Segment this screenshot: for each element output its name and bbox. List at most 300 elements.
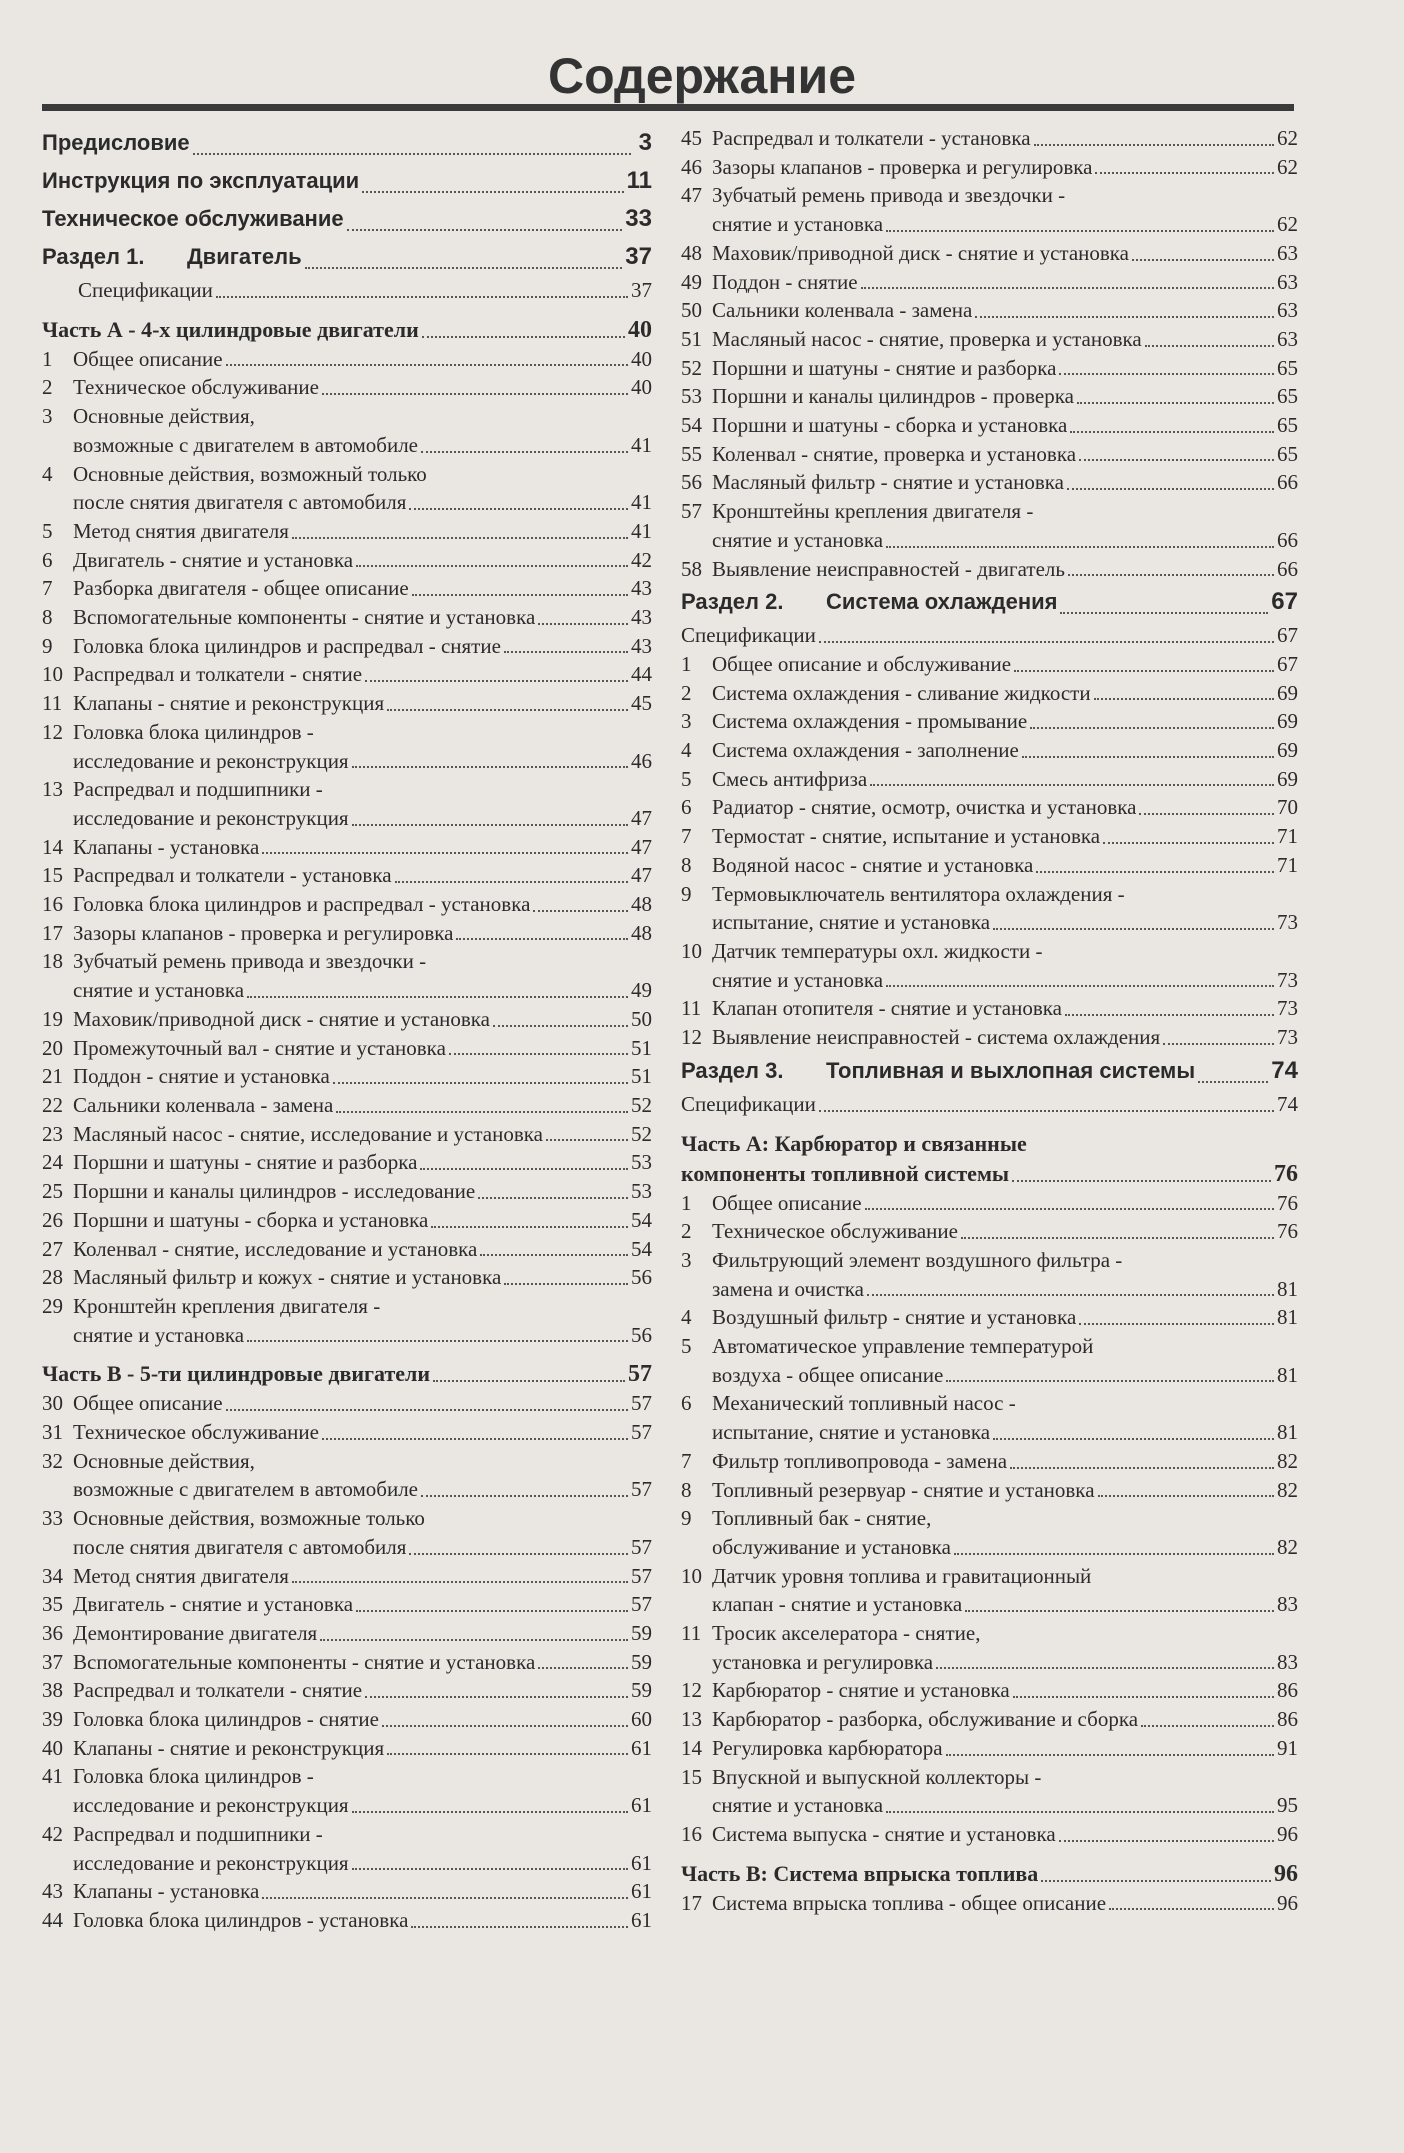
dot-leader	[538, 1667, 628, 1669]
toc-entry[interactable]	[681, 1023, 1298, 1052]
page-number: 43	[631, 576, 652, 601]
entry-number: 33	[42, 1506, 63, 1531]
entry-number: 6	[681, 1391, 692, 1416]
entry-label: Вспомогательные компоненты - снятие и установка	[73, 1649, 536, 1674]
entry-number: 15	[42, 863, 63, 888]
entry-label: Распредвал и толкатели - установка	[73, 863, 392, 888]
toc-entry[interactable]	[681, 153, 1298, 182]
toc-entry[interactable]	[681, 1791, 1298, 1820]
entry-number: 36	[42, 1620, 63, 1645]
toc-entry[interactable]	[42, 1062, 652, 1091]
toc-entry[interactable]	[42, 689, 652, 718]
page-number: 67	[1271, 588, 1298, 616]
entry-label: снятие и установка	[712, 527, 884, 552]
section-number: Раздел 2.	[681, 589, 784, 615]
page-number: 43	[631, 605, 652, 630]
entry-number: 11	[681, 1621, 702, 1646]
toc-entry[interactable]	[42, 804, 652, 833]
page-number: 37	[631, 278, 652, 302]
page-number: 48	[631, 920, 652, 945]
toc-entry[interactable]	[681, 679, 1298, 708]
entry-label: Промежуточный вал - снятие и установка	[73, 1035, 446, 1060]
entry-number: 54	[681, 413, 702, 438]
entry-number: 10	[42, 662, 63, 687]
toc-entry[interactable]	[42, 1906, 652, 1935]
toc-entry[interactable]	[681, 210, 1298, 239]
page-number: 54	[631, 1236, 652, 1261]
entry-number: 41	[42, 1764, 63, 1789]
toc-entry[interactable]	[681, 1332, 1298, 1361]
toc-entry[interactable]	[42, 276, 652, 305]
dot-leader	[1067, 488, 1274, 490]
toc-entry[interactable]	[681, 880, 1298, 909]
entry-number: 3	[681, 1247, 692, 1272]
entry-number: 2	[681, 1219, 692, 1244]
dot-leader	[1070, 431, 1274, 433]
entry-number: 16	[681, 1821, 702, 1846]
page-number: 60	[631, 1707, 652, 1732]
entry-number: 26	[42, 1207, 63, 1232]
entry-label: Часть А: Карбюратор и связанные	[681, 1130, 1027, 1156]
toc-entry[interactable]	[681, 1763, 1298, 1792]
toc-entry[interactable]	[681, 707, 1298, 736]
page-number: 11	[626, 167, 652, 194]
entry-label: Топливная и выхлопная системы	[826, 1057, 1196, 1083]
entry-number: 12	[681, 1025, 702, 1050]
entry-label: Техническое обслуживание	[712, 1219, 958, 1244]
toc-entry[interactable]	[42, 833, 652, 862]
page-number: 33	[625, 205, 652, 232]
toc-part[interactable]	[681, 1159, 1298, 1189]
toc-entry[interactable]	[42, 574, 652, 603]
entry-number: 1	[42, 346, 53, 371]
toc-entry[interactable]	[681, 994, 1298, 1023]
entry-label: Система охлаждения - сливание жидкости	[712, 680, 1091, 705]
toc-entry[interactable]	[42, 1849, 652, 1878]
toc-entry[interactable]	[42, 603, 652, 632]
page-number: 81	[1277, 1420, 1298, 1445]
entry-number: 28	[42, 1265, 63, 1290]
entry-label: Термостат - снятие, испытание и установка	[712, 824, 1101, 849]
toc-section[interactable]	[681, 1052, 1298, 1090]
page-number: 56	[631, 1265, 652, 1290]
dot-leader	[226, 364, 628, 366]
dot-leader	[1132, 259, 1274, 261]
dot-leader	[886, 985, 1274, 987]
toc-entry[interactable]	[681, 497, 1298, 526]
entry-number: 18	[42, 949, 63, 974]
entry-number: 19	[42, 1006, 63, 1031]
entry-number: 22	[42, 1092, 63, 1117]
toc-entry[interactable]	[42, 747, 652, 776]
entry-number: 53	[681, 384, 702, 409]
entry-number: 29	[42, 1293, 63, 1318]
page-number: 57	[631, 1391, 652, 1416]
toc-entry[interactable]	[42, 1619, 652, 1648]
dot-leader	[965, 1610, 1274, 1612]
toc-entry[interactable]	[42, 546, 652, 575]
entry-number: 5	[681, 766, 692, 791]
entry-number: 30	[42, 1391, 63, 1416]
toc-entry[interactable]	[681, 1590, 1298, 1619]
toc-entry[interactable]	[681, 555, 1298, 584]
page-number: 40	[628, 316, 652, 343]
toc-entry[interactable]	[681, 526, 1298, 555]
entry-label: Зубчатый ремень привода и звездочки -	[712, 183, 1066, 208]
entry-label: Система охлаждения - промывание	[712, 709, 1028, 734]
page-number: 71	[1277, 852, 1298, 877]
entry-label: Зубчатый ремень привода и звездочки -	[73, 949, 427, 974]
toc-entry[interactable]	[681, 239, 1298, 268]
toc-entry[interactable]	[42, 1235, 652, 1264]
entry-label: воздуха - общее описание	[712, 1362, 944, 1387]
toc-entry[interactable]	[681, 1447, 1298, 1476]
page-number: 59	[631, 1620, 652, 1645]
dot-leader	[1010, 1467, 1274, 1469]
toc-part[interactable]	[42, 1359, 652, 1389]
toc-entry[interactable]	[681, 1619, 1298, 1648]
toc-entry[interactable]	[681, 1705, 1298, 1734]
page-number: 82	[1277, 1448, 1298, 1473]
entry-label: Карбюратор - разборка, обслуживание и сборка	[712, 1707, 1139, 1732]
entry-label: исследование и реконструкция	[73, 1850, 349, 1875]
toc-entry[interactable]	[681, 1275, 1298, 1304]
page-number: 76	[1277, 1219, 1298, 1244]
toc-entry[interactable]	[42, 1475, 652, 1504]
toc-entry[interactable]	[42, 517, 652, 546]
entry-number: 9	[681, 1506, 692, 1531]
toc-entry[interactable]	[681, 1418, 1298, 1447]
toc-entry[interactable]	[42, 1418, 652, 1447]
entry-label: Спецификации	[681, 623, 816, 648]
toc-entry[interactable]	[681, 411, 1298, 440]
dot-leader	[886, 230, 1274, 232]
entry-label: установка и регулировка	[712, 1649, 934, 1674]
dot-leader	[247, 996, 628, 998]
page-number: 43	[631, 633, 652, 658]
entry-label: Автоматическое управление температурой	[712, 1334, 1094, 1359]
toc-section[interactable]	[681, 583, 1298, 621]
dot-leader	[449, 1053, 628, 1055]
page-number: 50	[631, 1006, 652, 1031]
entry-label: Предисловие	[42, 130, 190, 155]
toc-entry[interactable]	[681, 793, 1298, 822]
entry-number: 16	[42, 892, 63, 917]
page-number: 69	[1277, 709, 1298, 734]
toc-entry[interactable]	[42, 1877, 652, 1906]
toc-entry[interactable]	[681, 181, 1298, 210]
toc-entry[interactable]	[681, 1676, 1298, 1705]
toc-entry[interactable]	[42, 1762, 652, 1791]
entry-label: Разборка двигателя - общее описание	[73, 576, 409, 601]
entry-number: 7	[42, 576, 53, 601]
page-number: 62	[1277, 212, 1298, 237]
toc-entry[interactable]	[681, 1562, 1298, 1591]
entry-label: Тросик акселератора - снятие,	[712, 1621, 981, 1646]
toc-entry[interactable]	[42, 947, 652, 976]
entry-number: 46	[681, 154, 702, 179]
toc-entry[interactable]	[681, 1504, 1298, 1533]
dot-leader	[538, 623, 628, 625]
entry-label: Клапаны - установка	[73, 1879, 260, 1904]
toc-entry[interactable]	[42, 124, 652, 162]
toc-section[interactable]	[42, 238, 652, 276]
page-number: 54	[631, 1207, 652, 1232]
dot-leader	[362, 191, 623, 193]
dot-leader	[409, 1553, 628, 1555]
page-number: 66	[1277, 527, 1298, 552]
toc-entry[interactable]	[681, 966, 1298, 995]
toc-entry[interactable]	[42, 632, 652, 661]
entry-number: 13	[42, 777, 63, 802]
entry-label: Вспомогательные компоненты - снятие и установка	[73, 605, 536, 630]
toc-entry[interactable]	[681, 765, 1298, 794]
toc-entry[interactable]	[42, 1820, 652, 1849]
page-number: 45	[631, 691, 652, 716]
entry-number: 4	[681, 1305, 692, 1330]
entry-number: 56	[681, 470, 702, 495]
dot-leader	[422, 336, 625, 338]
toc-entry[interactable]	[681, 354, 1298, 383]
toc-entry[interactable]	[42, 1206, 652, 1235]
page-number: 86	[1277, 1707, 1298, 1732]
entry-label: Система охлаждения	[826, 589, 1058, 615]
page-number: 41	[631, 518, 652, 543]
dot-leader	[1012, 1180, 1271, 1182]
toc-part[interactable]	[681, 1859, 1298, 1889]
page-number: 74	[1277, 1091, 1298, 1116]
entry-number: 11	[681, 996, 702, 1021]
toc-entry[interactable]	[681, 1476, 1298, 1505]
toc-entry[interactable]	[681, 1217, 1298, 1246]
toc-entry[interactable]	[42, 718, 652, 747]
toc-entry[interactable]	[681, 1533, 1298, 1562]
entry-label: снятие и установка	[73, 978, 245, 1003]
dot-leader	[946, 1754, 1274, 1756]
toc-entry[interactable]	[681, 1361, 1298, 1390]
entry-label: Основные действия, возможный только	[73, 461, 427, 486]
entry-label: Масляный фильтр - снятие и установка	[712, 470, 1064, 495]
entry-number: 9	[681, 881, 692, 906]
entry-number: 9	[42, 633, 53, 658]
page-number: 61	[631, 1793, 652, 1818]
toc-part[interactable]	[42, 315, 652, 345]
toc-entry[interactable]	[42, 1034, 652, 1063]
page-number: 57	[631, 1563, 652, 1588]
entry-number: 43	[42, 1879, 63, 1904]
toc-entry[interactable]	[42, 919, 652, 948]
toc-entry[interactable]	[681, 908, 1298, 937]
dot-leader	[411, 1926, 628, 1928]
toc-entry[interactable]	[42, 162, 652, 200]
toc-entry[interactable]	[42, 976, 652, 1005]
entry-label: Поршни и каналы цилиндров - проверка	[712, 384, 1074, 409]
toc-column-right	[681, 124, 1298, 1917]
page-number: 42	[631, 547, 652, 572]
toc-entry[interactable]	[42, 345, 652, 374]
toc-entry[interactable]	[42, 488, 652, 517]
entry-number: 10	[681, 1563, 702, 1588]
toc-entry[interactable]	[681, 1246, 1298, 1275]
page-number: 59	[631, 1678, 652, 1703]
entry-number: 6	[681, 795, 692, 820]
toc-entry[interactable]	[42, 1005, 652, 1034]
toc-entry[interactable]	[42, 1734, 652, 1763]
page-number: 66	[1277, 470, 1298, 495]
toc-entry[interactable]	[42, 1590, 652, 1619]
dot-leader	[409, 508, 628, 510]
toc-entry[interactable]	[681, 1303, 1298, 1332]
entry-label: Смесь антифриза	[712, 766, 868, 791]
toc-entry[interactable]	[42, 431, 652, 460]
toc-entry[interactable]	[681, 1734, 1298, 1763]
entry-label: Поршни и каналы цилиндров - исследование	[73, 1179, 476, 1204]
toc-entry[interactable]	[681, 1389, 1298, 1418]
entry-number: 24	[42, 1150, 63, 1175]
toc-entry[interactable]	[681, 468, 1298, 497]
toc-entry[interactable]	[681, 296, 1298, 325]
page-number: 57	[631, 1592, 652, 1617]
entry-label: возможные с двигателем в автомобиле	[73, 432, 418, 457]
dot-leader	[292, 1581, 628, 1583]
toc-entry[interactable]	[42, 1263, 652, 1292]
entry-label: исследование и реконструкция	[73, 805, 349, 830]
entry-label: возможные с двигателем в автомобиле	[73, 1477, 418, 1502]
page-number: 62	[1277, 154, 1298, 179]
entry-label: Общее описание	[73, 346, 223, 371]
dot-leader	[1060, 612, 1268, 614]
toc-entry[interactable]	[42, 373, 652, 402]
section-number: Раздел 1.	[42, 244, 145, 269]
entry-label: Демонтирование двигателя	[73, 1620, 318, 1645]
page-number: 67	[1277, 651, 1298, 676]
entry-label: после снятия двигателя с автомобиля	[73, 490, 407, 515]
entry-label: Механический топливный насос -	[712, 1391, 1016, 1416]
toc-entry[interactable]	[681, 440, 1298, 469]
entry-number: 34	[42, 1563, 63, 1588]
dot-leader	[420, 1168, 628, 1170]
toc-entry[interactable]	[42, 1504, 652, 1533]
dot-leader	[1034, 144, 1274, 146]
entry-label: Клапаны - снятие и реконструкция	[73, 1735, 385, 1760]
toc-entry[interactable]	[42, 1533, 652, 1562]
toc-entry[interactable]	[42, 1292, 652, 1321]
toc-entry[interactable]	[681, 736, 1298, 765]
page-number: 52	[631, 1092, 652, 1117]
toc-entry[interactable]	[42, 1321, 652, 1350]
page-number: 73	[1277, 910, 1298, 935]
toc-entry[interactable]	[42, 1648, 652, 1677]
entry-number: 58	[681, 556, 702, 581]
toc-entry[interactable]	[42, 1705, 652, 1734]
page-title: Содержание	[547, 48, 857, 104]
toc-entry[interactable]	[42, 1676, 652, 1705]
toc-entry[interactable]	[681, 268, 1298, 297]
entry-label: Выявление неисправностей - система охлаждения	[712, 1025, 1161, 1050]
toc-entry[interactable]	[681, 382, 1298, 411]
page-number: 81	[1277, 1362, 1298, 1387]
entry-label: после снятия двигателя с автомобиля	[73, 1534, 407, 1559]
page-number: 95	[1277, 1793, 1298, 1818]
toc-entry[interactable]	[42, 1791, 652, 1820]
toc-entry[interactable]	[42, 402, 652, 431]
dot-leader	[322, 393, 628, 395]
toc-entry[interactable]	[681, 1648, 1298, 1677]
toc-entry[interactable]	[681, 851, 1298, 880]
toc-column-left	[42, 124, 652, 1935]
section-number: Раздел 3.	[681, 1057, 784, 1083]
page-number: 62	[1277, 126, 1298, 150]
toc-entry[interactable]	[681, 1090, 1298, 1119]
dot-leader	[333, 1082, 628, 1084]
dot-leader	[1198, 1081, 1268, 1083]
toc-entry[interactable]	[42, 1389, 652, 1418]
page-number: 96	[1277, 1821, 1298, 1846]
toc-entry[interactable]	[681, 1189, 1298, 1218]
dot-leader	[352, 1811, 628, 1813]
toc-entry[interactable]	[42, 1120, 652, 1149]
toc-part[interactable]	[681, 1129, 1298, 1159]
toc-entry[interactable]	[681, 822, 1298, 851]
toc-entry[interactable]	[42, 460, 652, 489]
toc-entry[interactable]	[42, 861, 652, 890]
dot-leader	[886, 1811, 1274, 1813]
entry-label: Маховик/приводной диск - снятие и установка	[73, 1006, 491, 1031]
entry-number: 3	[42, 404, 53, 429]
entry-label: Водяной насос - снятие и установка	[712, 852, 1034, 877]
toc-entry[interactable]	[681, 621, 1298, 650]
toc-entry[interactable]	[42, 200, 652, 238]
toc-entry[interactable]	[681, 1820, 1298, 1849]
toc-entry[interactable]	[681, 1889, 1298, 1918]
dot-leader	[356, 1610, 628, 1612]
toc-entry[interactable]	[681, 937, 1298, 966]
toc-entry[interactable]	[42, 1091, 652, 1120]
dot-leader	[320, 1639, 628, 1641]
entry-number: 14	[42, 834, 63, 859]
toc-entry[interactable]	[42, 1447, 652, 1476]
dot-leader	[292, 537, 628, 539]
dot-leader	[1041, 1880, 1271, 1882]
toc-entry[interactable]	[42, 1562, 652, 1591]
toc-entry[interactable]	[42, 1148, 652, 1177]
toc-entry[interactable]	[42, 890, 652, 919]
page-number: 57	[631, 1477, 652, 1502]
dot-leader	[352, 766, 628, 768]
entry-label: Выявление неисправностей - двигатель	[712, 556, 1065, 581]
entry-number: 35	[42, 1592, 63, 1617]
toc-entry[interactable]	[681, 124, 1298, 153]
dot-leader	[478, 1197, 628, 1199]
dot-leader	[1098, 1495, 1274, 1497]
entry-label: Система выпуска - снятие и установка	[712, 1821, 1056, 1846]
toc-entry[interactable]	[681, 650, 1298, 679]
toc-entry[interactable]	[42, 775, 652, 804]
title-rule	[42, 104, 1294, 111]
toc-entry[interactable]	[42, 660, 652, 689]
page-number: 40	[631, 375, 652, 400]
entry-label: исследование и реконструкция	[73, 1793, 349, 1818]
dot-leader	[946, 1380, 1274, 1382]
entry-number: 6	[42, 547, 53, 572]
entry-label: снятие и установка	[712, 967, 884, 992]
toc-entry[interactable]	[42, 1177, 652, 1206]
entry-number: 15	[681, 1764, 702, 1789]
page-number: 59	[631, 1649, 652, 1674]
toc-entry[interactable]	[681, 325, 1298, 354]
entry-label: снятие и установка	[712, 1793, 884, 1818]
page-number: 73	[1277, 967, 1298, 992]
